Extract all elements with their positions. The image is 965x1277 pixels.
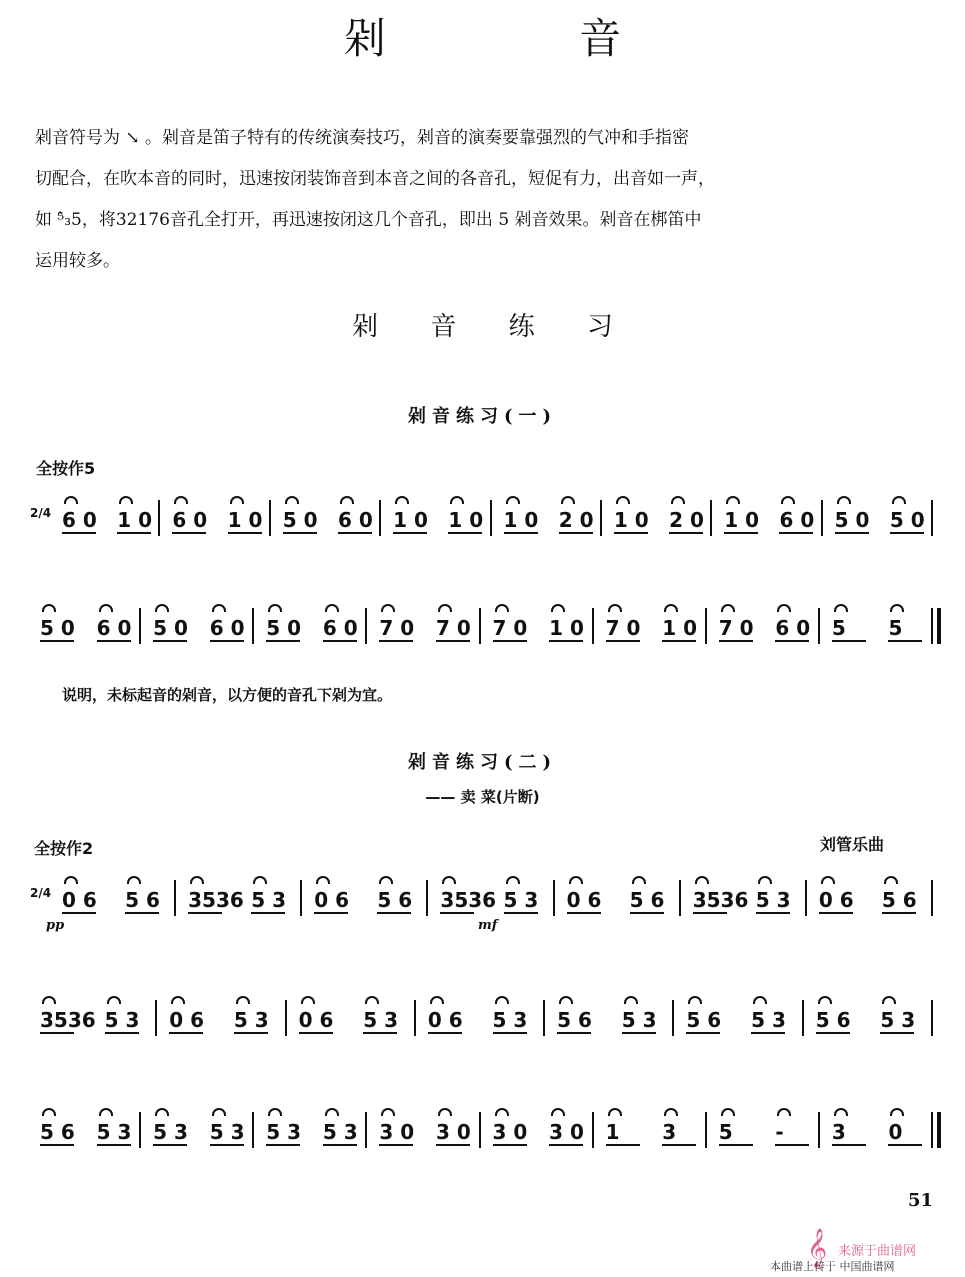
- intro-line: 切配合，在吹本音的同时，迅速按闭装饰音到本音之间的各音孔，短促有力，出音如一声，: [35, 169, 715, 189]
- duo-yin-mark: [379, 876, 393, 884]
- underline: [504, 912, 538, 914]
- duo-yin-mark: [561, 496, 575, 504]
- duo-yin-mark: [818, 996, 832, 1004]
- underline: [314, 912, 348, 914]
- note: 5 3: [755, 888, 791, 912]
- note: 7 0: [435, 616, 471, 640]
- underline: [559, 532, 593, 534]
- intro-line: 如 ⁵̂₃5，将32176音孔全打开，再迅速按闭这几个音孔，即出 5 剁音效果。剁音在梆笛中: [35, 210, 702, 230]
- duo-yin-mark: [253, 876, 267, 884]
- note: 6 0: [96, 616, 132, 640]
- note: 3536: [40, 1008, 96, 1032]
- duo-yin-mark: [608, 604, 622, 612]
- duo-yin-mark: [430, 996, 444, 1004]
- duo-yin-mark: [340, 496, 354, 504]
- barline: [155, 1000, 157, 1036]
- barline: [252, 608, 254, 644]
- note: 3536: [188, 888, 244, 912]
- underline: [567, 912, 601, 914]
- duo-yin-mark: [230, 496, 244, 504]
- note: 0 6: [566, 888, 602, 912]
- barline: [479, 1112, 481, 1148]
- note: 5: [831, 616, 846, 640]
- barline: [931, 1112, 933, 1148]
- duo-yin-mark: [155, 604, 169, 612]
- duo-yin-mark: [365, 996, 379, 1004]
- note: 1 0: [662, 616, 697, 640]
- underline: [719, 1144, 753, 1146]
- underline: [62, 912, 96, 914]
- duo-yin-mark: [616, 496, 630, 504]
- exercise-1-row-2: [30, 608, 942, 648]
- underline: [756, 912, 790, 914]
- underline: [169, 1032, 203, 1034]
- barline: [174, 880, 176, 916]
- duo-yin-mark: [325, 1108, 339, 1116]
- note: 5 0: [40, 616, 75, 640]
- underline: [622, 1032, 656, 1034]
- barline: [365, 608, 367, 644]
- underline: [338, 532, 372, 534]
- note: 3 0: [492, 1120, 528, 1144]
- underline: [888, 640, 922, 642]
- underline: [172, 532, 206, 534]
- barline: [931, 608, 933, 644]
- exercise-2-row-2: [30, 1000, 942, 1040]
- exercise-2-composer: 刘管乐曲: [820, 835, 885, 854]
- underline: [105, 1032, 139, 1034]
- barline: [679, 880, 681, 916]
- note: 6 0: [62, 508, 97, 532]
- duo-yin-mark: [506, 496, 520, 504]
- duo-yin-mark: [777, 604, 791, 612]
- note: 1 0: [503, 508, 539, 532]
- barline: [543, 1000, 545, 1036]
- duo-yin-mark: [212, 1108, 226, 1116]
- underline: [816, 1032, 850, 1034]
- duo-yin-mark: [438, 1108, 452, 1116]
- barline: [285, 1000, 287, 1036]
- barline: [705, 1112, 707, 1148]
- duo-yin-mark: [664, 604, 678, 612]
- note: 0 6: [298, 1008, 334, 1032]
- duo-yin-mark: [890, 1108, 904, 1116]
- barline: [931, 880, 933, 916]
- barline: [553, 880, 555, 916]
- note: 1 0: [227, 508, 263, 532]
- note: 5: [718, 1120, 733, 1144]
- duo-yin-mark: [395, 496, 409, 504]
- underline: [693, 912, 727, 914]
- duo-yin-mark: [495, 1108, 509, 1116]
- barline: [252, 1112, 254, 1148]
- note: 3 0: [549, 1120, 584, 1144]
- barline: [931, 500, 933, 536]
- underline: [436, 640, 470, 642]
- barline: [379, 500, 381, 536]
- note: 1 0: [724, 508, 760, 532]
- note: 5 0: [153, 616, 188, 640]
- underline: [686, 1032, 720, 1034]
- underline: [379, 640, 413, 642]
- final-barline: [937, 1112, 941, 1148]
- note: 5 0: [266, 616, 302, 640]
- underline: [97, 640, 131, 642]
- underline: [377, 912, 411, 914]
- underline: [888, 1144, 922, 1146]
- duo-yin-mark: [301, 996, 315, 1004]
- barline: [158, 500, 160, 536]
- barline: [802, 1000, 804, 1036]
- note: 5 3: [96, 1120, 132, 1144]
- duo-yin-mark: [64, 496, 78, 504]
- exercise-1-note: 说明，未标起音的剁音，以方便的音孔下剁为宜。: [62, 686, 393, 704]
- barline: [300, 880, 302, 916]
- note: 5 3: [233, 1008, 269, 1032]
- treble-clef-icon: 𝄞: [806, 1228, 828, 1268]
- underline: [549, 1144, 583, 1146]
- underline: [393, 532, 427, 534]
- duo-yin-mark: [325, 604, 339, 612]
- barline: [139, 1112, 141, 1148]
- barline: [818, 1112, 820, 1148]
- underline: [779, 532, 813, 534]
- underline: [440, 912, 474, 914]
- exercise-2-subtitle: —— 卖 菜(片断): [425, 788, 540, 806]
- note: 5 3: [322, 1120, 358, 1144]
- underline: [493, 1032, 527, 1034]
- note: 7 0: [492, 616, 528, 640]
- barline: [592, 1112, 594, 1148]
- note: 5 6: [557, 1008, 592, 1032]
- underline: [228, 532, 262, 534]
- note: 0 6: [62, 888, 97, 912]
- time-signature: 2/4: [30, 886, 52, 900]
- note: 5 3: [751, 1008, 786, 1032]
- underline: [819, 912, 853, 914]
- duo-yin-mark: [438, 604, 452, 612]
- underline: [890, 532, 924, 534]
- underline: [557, 1032, 591, 1034]
- underline: [234, 1032, 268, 1034]
- note: 5 0: [282, 508, 318, 532]
- underline: [266, 640, 300, 642]
- duo-yin-mark: [212, 604, 226, 612]
- note: 5 3: [209, 1120, 245, 1144]
- duo-yin-mark: [569, 876, 583, 884]
- note: 5 3: [363, 1008, 398, 1032]
- duo-yin-mark: [119, 496, 133, 504]
- duo-yin-mark: [688, 996, 702, 1004]
- duo-yin-mark: [236, 996, 250, 1004]
- barline: [490, 500, 492, 536]
- duo-yin-mark: [42, 1108, 56, 1116]
- dynamic-pp: pp: [46, 918, 65, 933]
- underline: [40, 1032, 74, 1034]
- duo-yin-mark: [721, 604, 735, 612]
- underline: [775, 640, 809, 642]
- note: 5 6: [377, 888, 413, 912]
- underline: [62, 532, 96, 534]
- duo-yin-mark: [884, 876, 898, 884]
- underline: [882, 912, 916, 914]
- barline: [672, 1000, 674, 1036]
- watermark-upload: 本曲谱上传于 中国曲谱网: [770, 1260, 895, 1273]
- underline: [630, 912, 664, 914]
- underline: [363, 1032, 397, 1034]
- duo-yin-mark: [695, 876, 709, 884]
- duo-yin-mark: [506, 876, 520, 884]
- note: 6 0: [322, 616, 358, 640]
- underline: [283, 532, 317, 534]
- exercise-1-title: 剁音练习(一): [407, 406, 558, 427]
- underline: [493, 1144, 527, 1146]
- note: 7 0: [379, 616, 415, 640]
- duo-yin-mark: [882, 996, 896, 1004]
- barline: [821, 500, 823, 536]
- intro-paragraph: [35, 118, 940, 282]
- underline: [724, 532, 758, 534]
- note: 0 6: [169, 1008, 205, 1032]
- barline: [139, 608, 141, 644]
- note: 5 3: [266, 1120, 302, 1144]
- underline: [97, 1144, 131, 1146]
- note: 3 0: [379, 1120, 415, 1144]
- underline: [210, 640, 244, 642]
- note: 1 0: [549, 616, 584, 640]
- duo-yin-mark: [821, 876, 835, 884]
- note: 6 0: [209, 616, 245, 640]
- note: 5 3: [880, 1008, 916, 1032]
- final-barline: [937, 608, 941, 644]
- exercise-2-title: 剁音练习(二): [407, 752, 558, 773]
- note: 1 0: [613, 508, 649, 532]
- note: 5 6: [881, 888, 917, 912]
- note: 6 0: [775, 616, 811, 640]
- exercise-1-key: 全按作5: [36, 459, 96, 478]
- underline: [493, 640, 527, 642]
- underline: [379, 1144, 413, 1146]
- duo-yin-mark: [632, 876, 646, 884]
- underline: [125, 912, 159, 914]
- note: 2 0: [669, 508, 704, 532]
- note: 6 0: [779, 508, 815, 532]
- underline: [40, 1144, 74, 1146]
- duo-yin-mark: [155, 1108, 169, 1116]
- underline: [549, 640, 583, 642]
- barline: [805, 880, 807, 916]
- barline: [592, 608, 594, 644]
- duo-yin-mark: [890, 604, 904, 612]
- underline: [323, 1144, 357, 1146]
- duo-yin-mark: [559, 996, 573, 1004]
- underline: [606, 640, 640, 642]
- note: 0 6: [427, 1008, 463, 1032]
- duo-yin-mark: [42, 996, 56, 1004]
- barline: [365, 1112, 367, 1148]
- barline: [414, 1000, 416, 1036]
- duo-yin-mark: [381, 1108, 395, 1116]
- note: 7 0: [718, 616, 754, 640]
- underline: [832, 1144, 866, 1146]
- underline: [117, 532, 151, 534]
- duo-yin-mark: [551, 1108, 565, 1116]
- underline: [323, 640, 357, 642]
- note: 5 3: [492, 1008, 528, 1032]
- duo-yin-mark: [268, 1108, 282, 1116]
- barline: [705, 608, 707, 644]
- page-number: 51: [907, 1190, 933, 1211]
- duo-yin-mark: [107, 996, 121, 1004]
- note: 1 0: [448, 508, 484, 532]
- duo-yin-mark: [721, 1108, 735, 1116]
- note: 3 0: [435, 1120, 471, 1144]
- duo-yin-mark: [381, 604, 395, 612]
- underline: [662, 1144, 696, 1146]
- note: -: [775, 1120, 784, 1144]
- duo-yin-mark: [777, 1108, 791, 1116]
- intro-line: 运用较多。: [35, 251, 120, 271]
- underline: [662, 640, 696, 642]
- underline: [188, 912, 222, 914]
- note: 3: [831, 1120, 846, 1144]
- underline: [251, 912, 285, 914]
- note: 6 0: [172, 508, 208, 532]
- note: 5 0: [834, 508, 870, 532]
- duo-yin-mark: [551, 604, 565, 612]
- note: 3536: [692, 888, 749, 912]
- duo-yin-mark: [64, 876, 78, 884]
- intro-line: 剁音符号为 ↘ 。剁音是笛子特有的传统演奏技巧，剁音的演奏要靠强烈的气冲和手指密: [35, 128, 690, 148]
- exercise-2-key: 全按作2: [34, 839, 94, 858]
- note: 5 6: [40, 1120, 75, 1144]
- note: 0 6: [314, 888, 350, 912]
- note: 1 0: [117, 508, 152, 532]
- underline: [751, 1032, 785, 1034]
- underline: [832, 640, 866, 642]
- note: 5: [888, 616, 903, 640]
- note: 1: [605, 1120, 620, 1144]
- note: 5 0: [889, 508, 925, 532]
- duo-yin-mark: [624, 996, 638, 1004]
- duo-yin-mark: [892, 496, 906, 504]
- underline: [436, 1144, 470, 1146]
- note: 5 3: [104, 1008, 140, 1032]
- underline: [153, 1144, 187, 1146]
- duo-yin-mark: [834, 1108, 848, 1116]
- note: 0 6: [818, 888, 854, 912]
- duo-yin-mark: [127, 876, 141, 884]
- note: 5 3: [621, 1008, 657, 1032]
- duo-yin-mark: [450, 496, 464, 504]
- duo-yin-mark: [608, 1108, 622, 1116]
- underline: [428, 1032, 462, 1034]
- underline: [153, 640, 187, 642]
- underline: [775, 1144, 809, 1146]
- page-title: 剁 音: [343, 14, 712, 63]
- duo-yin-mark: [495, 996, 509, 1004]
- duo-yin-mark: [753, 996, 767, 1004]
- duo-yin-mark: [834, 604, 848, 612]
- underline: [614, 532, 648, 534]
- underline: [669, 532, 703, 534]
- underline: [40, 640, 74, 642]
- note: 5 6: [629, 888, 665, 912]
- watermark-source: 来源于曲谱网: [838, 1244, 917, 1259]
- note: 1 0: [393, 508, 428, 532]
- underline: [880, 1032, 914, 1034]
- barline: [479, 608, 481, 644]
- duo-yin-mark: [671, 496, 685, 504]
- barline: [426, 880, 428, 916]
- note: 3: [662, 1120, 677, 1144]
- note: 5 6: [815, 1008, 851, 1032]
- barline: [818, 608, 820, 644]
- duo-yin-mark: [837, 496, 851, 504]
- underline: [719, 640, 753, 642]
- duo-yin-mark: [316, 876, 330, 884]
- duo-yin-mark: [268, 604, 282, 612]
- note: 5 6: [686, 1008, 722, 1032]
- barline: [269, 500, 271, 536]
- note: 5 6: [125, 888, 160, 912]
- underline: [835, 532, 869, 534]
- note: 5 3: [153, 1120, 188, 1144]
- duo-yin-mark: [99, 604, 113, 612]
- duo-yin-mark: [781, 496, 795, 504]
- duo-yin-mark: [42, 604, 56, 612]
- underline: [448, 532, 482, 534]
- duo-yin-mark: [758, 876, 772, 884]
- underline: [606, 1144, 640, 1146]
- note: 5 3: [503, 888, 539, 912]
- exercise-1-row-1: [30, 500, 942, 540]
- duo-yin-mark: [174, 496, 188, 504]
- note: 3536: [440, 888, 497, 912]
- duo-yin-mark: [285, 496, 299, 504]
- dynamic-mf: mf: [478, 918, 498, 933]
- duo-yin-mark: [442, 876, 456, 884]
- note: 5 3: [251, 888, 286, 912]
- underline: [210, 1144, 244, 1146]
- underline: [299, 1032, 333, 1034]
- underline: [504, 532, 538, 534]
- exercise-2-row-1: [30, 880, 942, 920]
- duo-yin-mark: [99, 1108, 113, 1116]
- time-signature: 2/4: [30, 506, 52, 520]
- duo-yin-mark: [664, 1108, 678, 1116]
- underline: [266, 1144, 300, 1146]
- duo-yin-mark: [726, 496, 740, 504]
- note: 0: [888, 1120, 903, 1144]
- barline: [710, 500, 712, 536]
- barline: [931, 1000, 933, 1036]
- duo-yin-mark: [495, 604, 509, 612]
- section-title: 剁 音 练 习: [352, 312, 635, 342]
- duo-yin-mark: [171, 996, 185, 1004]
- duo-yin-mark: [190, 876, 204, 884]
- note: 2 0: [558, 508, 594, 532]
- note: 6 0: [337, 508, 373, 532]
- barline: [600, 500, 602, 536]
- exercise-2-row-3: [30, 1112, 942, 1152]
- note: 7 0: [605, 616, 641, 640]
